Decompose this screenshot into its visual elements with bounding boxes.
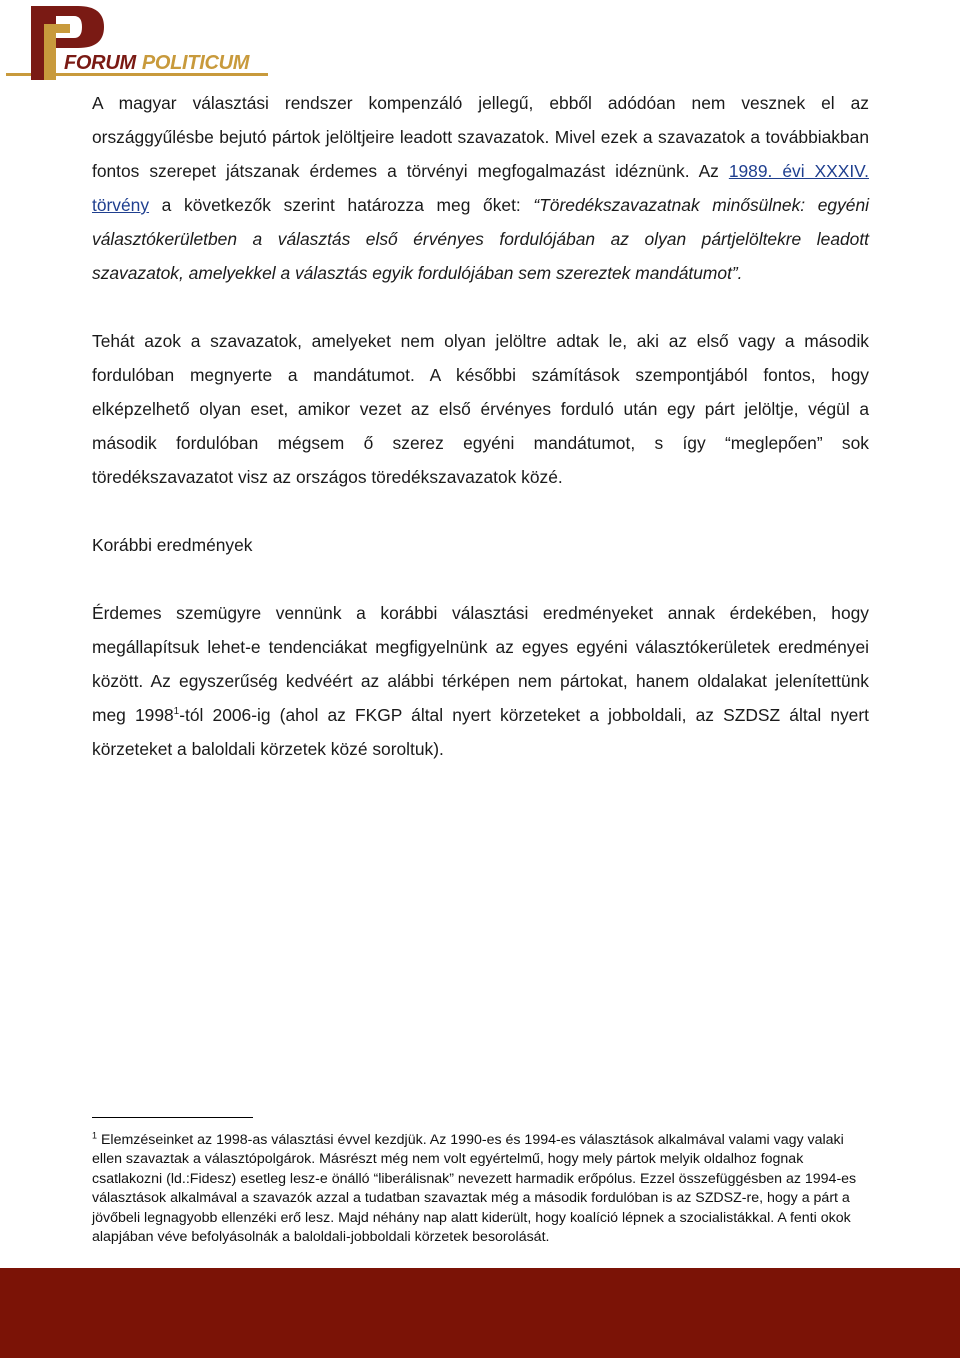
p3-text-a: Érdemes szemügyre vennünk a korábbi választási eredményeket annak érdekében, hogy megállapítsuk lehet-e tendenciákat megfigyelnünk az egyes egyéni választókerületek eredményei között. Az egyszerűség kedvéért az alábbi térképen nem pártokat, hanem oldalakat jelenítettünk meg 1998 xyxy=(92,603,869,725)
p3-text-b: -tól 2006-ig (ahol az FKGP által nyert körzeteket a jobboldali, az SZDSZ által nyert körzeteket a baloldali körzetek közé soroltuk). xyxy=(92,705,869,759)
law-quote: “Töredékszavazatnak minősülnek: egyéni választókerületben a választás első érvényes fordulójában az olyan pártjelöltekre leadott szavazatok, amelyekkel a választás egyik fordulójában sem szereztek mandátumot”. xyxy=(92,195,869,283)
paragraph-2: Tehát azok a szavazatok, amelyeket nem olyan jelöltre adtak le, aki az első vagy a második fordulóban megnyerte a mandátumot. A későbbi számítások szempontjából fontos, hogy elképzelhető olyan eset, amikor vezet az első érvényes forduló után egy párt jelöltje, végül a második fordulóban mégsem ő szerez egyéni mandátumot, s így “meglepően” sok töredékszavazatot visz az országos töredékszavazatok közé. xyxy=(92,331,869,487)
p1-text-a: A magyar választási rendszer kompenzáló jellegű, ebből adódóan nem vesznek el az országgyűlésbe bejutó pártok jelöltjeire leadott szavazatok. Mivel ezek a szavazatok a továbbiakban fontos szerepet játszanak érdemes a törvényi megfogalmazást idéznünk. Az xyxy=(92,93,869,181)
footnote-separator xyxy=(92,1117,253,1118)
footnote-marker: 1 xyxy=(92,1130,98,1141)
p1-text-b: a következők szerint határozza meg őket: xyxy=(149,195,534,215)
logo-wordmark xyxy=(64,52,249,75)
section-heading: Korábbi eredmények xyxy=(92,535,253,555)
logo-word-forum: FORUM xyxy=(64,52,136,74)
footnote-ref[interactable]: 1 xyxy=(173,706,180,718)
paragraph-1 xyxy=(92,86,869,290)
footer-band xyxy=(0,1268,960,1358)
footnote xyxy=(92,1131,869,1247)
law-link[interactable]: 1989. évi XXXIV. törvény xyxy=(92,161,869,215)
forum-politicum-logo xyxy=(0,0,290,84)
footnote-text: Elemzéseinket az 1998-as választási évvel kezdjük. Az 1990-es és 1994-es választások alkalmával valami vagy valaki ellen szavaztak a választópolgárok. Másrészt még nem volt egyértelmű, hogy mely pártok melyik oldalhoz fognak csatlakozni (ld.:Fidesz) esetleg lesz-e önálló “liberálisnak” nevezett harmadik erőpólus. Ezzel összefüggésben az 1994-es választások alkalmával a szavazók azzal a tudatban szavaztak még a második fordulóban is az SZDSZ-re, hogy a párt a jövőbeli legnagyobb ellenzéki erő lesz. Majd néhány nap alatt kiderült, hogy koalíció lépnek a szocialistákkal. A fenti okok alapjában véve befolyásolnák a baloldali-jobboldali körzetek besorolását. xyxy=(92,1132,857,1246)
logo-word-politicum: POLITICUM xyxy=(141,52,250,74)
document-body xyxy=(92,86,869,766)
paragraph-3 xyxy=(92,596,869,766)
